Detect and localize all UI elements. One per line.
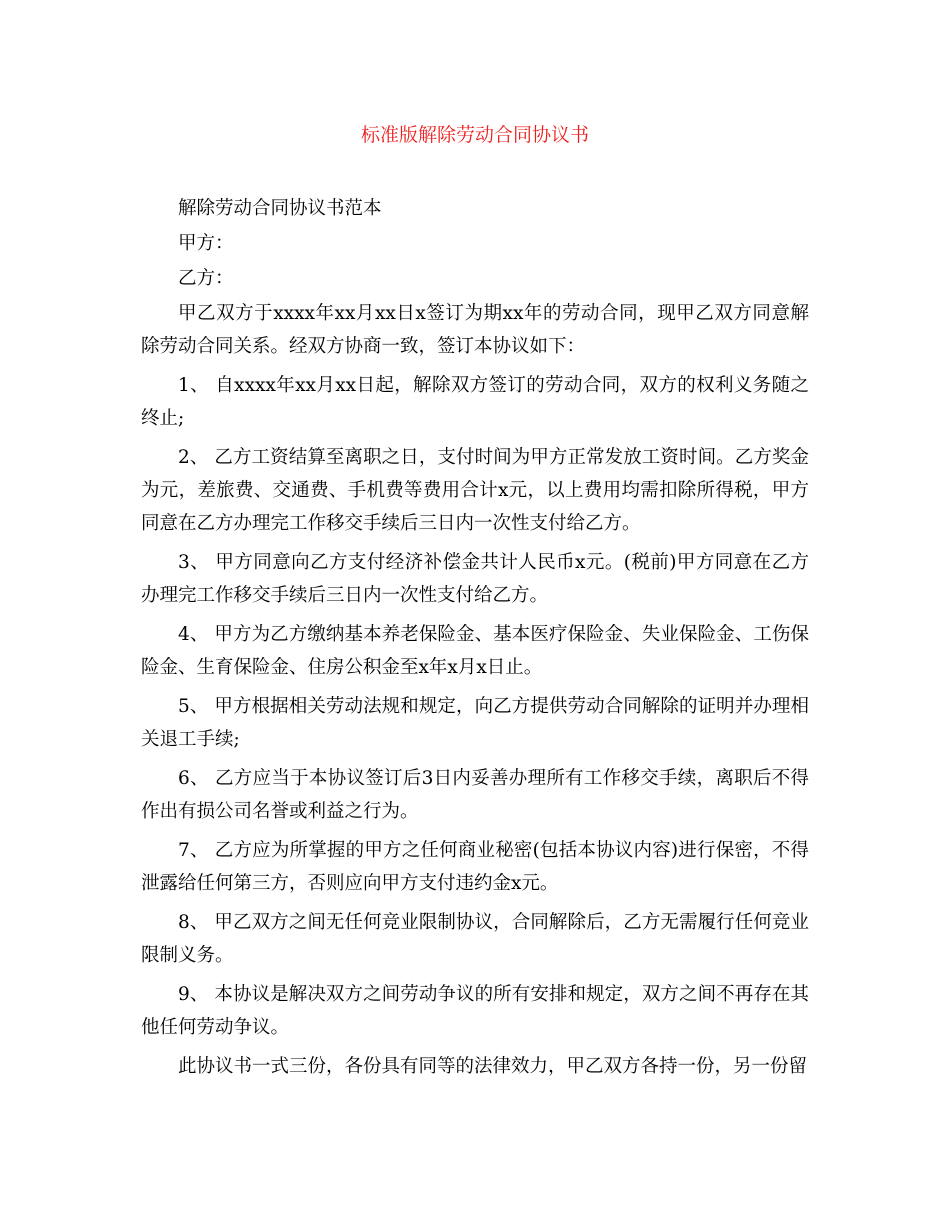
document-body (141, 192, 809, 1089)
clause-2: 2、 乙方工资结算至离职之日，支付时间为甲方正常发放工资时间。乙方奖金为元，差旅费、交通费、手机费等费用合计x元，以上费用均需扣除所得税，甲方同意在乙方办理完工作移交手续后三日内一次性支付给乙方。 (141, 447, 809, 534)
clause-7: 7、 乙方应为所掌握的甲方之任何商业秘密(包括本协议内容)进行保密，不得泄露给任何第三方，否则应向甲方支付违约金x元。 (141, 840, 809, 894)
clause-9: 9、 本协议是解决双方之间劳动争议的所有安排和规定，双方之间不再存在其他任何劳动争议。 (141, 984, 809, 1038)
clause-3: 3、 甲方同意向乙方支付经济补偿金共计人民币x元。(税前)甲方同意在乙方办理完工作移交手续后三日内一次性支付给乙方。 (141, 552, 809, 606)
intro-paragraph: 甲乙双方于xxxx年xx月xx日x签订为期xx年的劳动合同，现甲乙双方同意解除劳动合同关系。经双方协商一致，签订本协议如下： (141, 303, 809, 357)
document-subtitle: 解除劳动合同协议书范本 (178, 198, 382, 219)
party-b-line: 乙方： (178, 268, 234, 289)
closing-paragraph: 此协议书一式三份，各份具有同等的法律效力，甲乙双方各持一份，另一份留 (178, 1056, 808, 1077)
clause-4: 4、 甲方为乙方缴纳基本养老保险金、基本医疗保险金、失业保险金、工伤保险金、生育保险金、住房公积金至x年x月x日止。 (141, 624, 809, 678)
party-a-line: 甲方： (178, 233, 234, 254)
clause-1: 1、 自xxxx年xx月xx日起，解除双方签订的劳动合同，双方的权利义务随之终止; (141, 375, 809, 429)
document-title: 标准版解除劳动合同协议书 (360, 124, 589, 146)
clause-5: 5、 甲方根据相关劳动法规和规定，向乙方提供劳动合同解除的证明并办理相关退工手续; (141, 696, 809, 750)
clause-8: 8、 甲乙双方之间无任何竞业限制协议，合同解除后，乙方无需履行任何竞业限制义务。 (141, 912, 809, 966)
clause-6: 6、 乙方应当于本协议签订后3日内妥善办理所有工作移交手续，离职后不得作出有损公司名誉或利益之行为。 (141, 768, 809, 822)
